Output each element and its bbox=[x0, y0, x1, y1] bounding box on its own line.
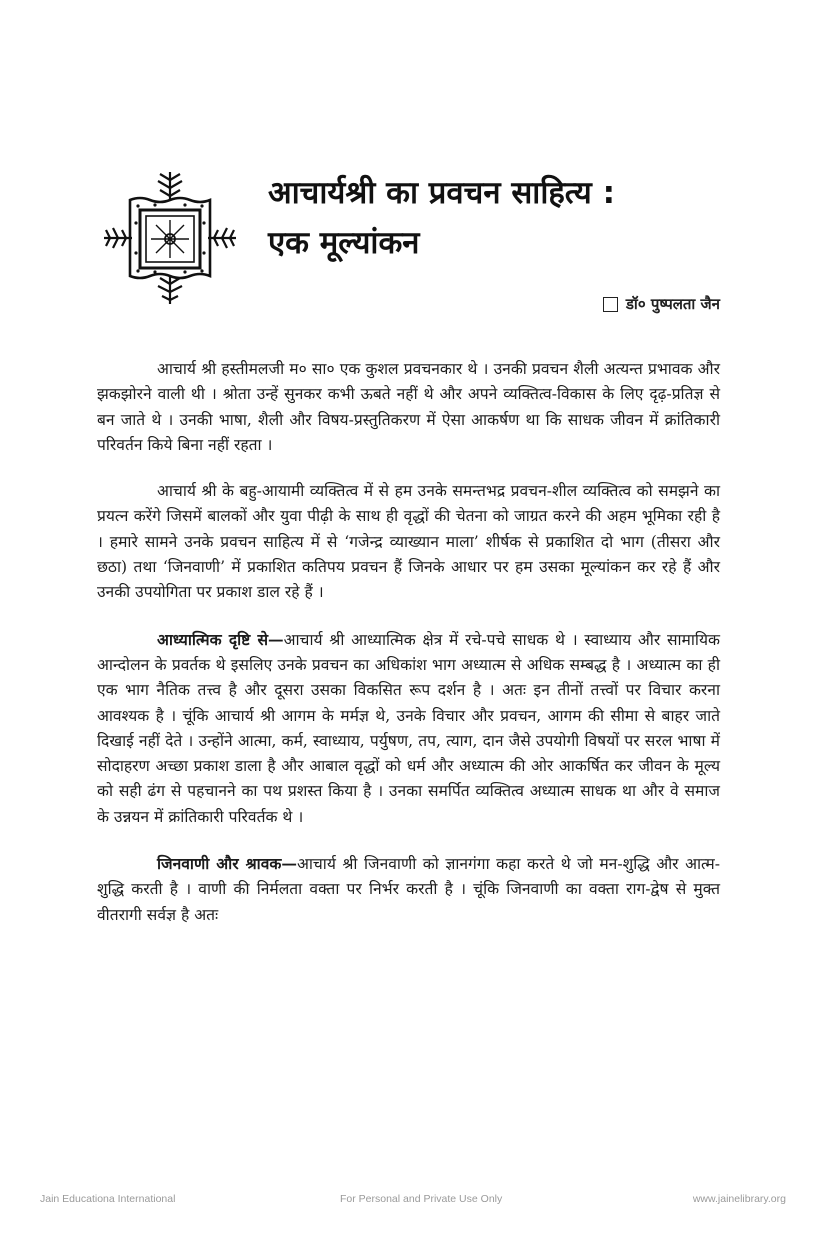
footer-usage-notice: For Personal and Private Use Only bbox=[340, 1193, 503, 1205]
square-bullet-icon bbox=[603, 297, 618, 312]
author-byline bbox=[603, 294, 720, 314]
paragraph bbox=[97, 627, 720, 830]
article-title-line-2: एक मूल्यांकन bbox=[268, 225, 420, 261]
decorative-floral-square-icon bbox=[100, 168, 240, 308]
article-body bbox=[97, 357, 720, 949]
paragraph bbox=[97, 851, 720, 928]
article-title bbox=[268, 168, 728, 268]
author-name: डॉ० पुष्पलता जैन bbox=[625, 295, 720, 313]
footer-website-link[interactable]: www.jainelibrary.org bbox=[692, 1193, 786, 1205]
paragraph-text: आचार्य श्री हस्तीमलजी म० सा० एक कुशल प्रवचनकार थे । उनकी प्रवचन शैली अत्यन्त प्रभावक और झकझोरने वाली थी । श्रोता उन्हें सुनकर कभी ऊबते नहीं थे और अपने व्यक्तित्व-विकास के लिए दृढ़-प्रतिज्ञ से बन जाते थे । उनकी भाषा, शैली और विषय-प्रस्तुतिकरण में ऐसा आकर्षण था कि साधक जीवन में क्रांतिकारी परिवर्तन किये बिना नहीं रहता । bbox=[97, 360, 720, 454]
article-title-line-1: आचार्यश्री का प्रवचन साहित्य : bbox=[268, 175, 615, 211]
footer-publisher: Jain Educationa International bbox=[40, 1193, 176, 1205]
section-heading: आध्यात्मिक दृष्टि से— bbox=[157, 629, 284, 649]
paragraph-text: आचार्य श्री जिनवाणी को ज्ञानगंगा कहा करते थे जो मन-शुद्धि और आत्म-शुद्धि करती है । वाणी की निर्मलता वक्ता पर निर्भर करती है । चूंकि जिनवाणी का वक्ता राग-द्वेष से मुक्त वीतरागी सर्वज्ञ है अतः bbox=[97, 855, 720, 924]
section-heading: जिनवाणी और श्रावक— bbox=[157, 854, 297, 874]
paragraph-text: आचार्य श्री के बहु-आयामी व्यक्तित्व में से हम उनके समन्तभद्र प्रवचन-शील व्यक्तित्व को समझने का प्रयत्न करेंगे जिसमें बालकों और युवा पीढ़ी के साथ ही वृद्धों की चेतना को जाग्रत करने की अहम भूमिका रही है । हमारे सामने उनके प्रवचन साहित्य में से ‘गजेन्द्र व्याख्यान माला’ शीर्षक से प्रकाशित दो भाग (तीसरा और छठा) तथा ‘जिनवाणी’ में प्रकाशित कतिपय प्रवचन हैं जिनके आधार पर हम उसका मूल्यांकन कर रहे हैं और उनकी उपयोगिता पर प्रकाश डाल रहे हैं । bbox=[97, 482, 720, 602]
paragraph bbox=[97, 357, 720, 458]
decorative-ornament bbox=[100, 168, 240, 308]
page-footer bbox=[0, 1193, 828, 1209]
paragraph-text: आचार्य श्री आध्यात्मिक क्षेत्र में रचे-पचे साधक थे । स्वाध्याय और सामायिक आन्दोलन के प्रवर्तक थे इसलिए उनके प्रवचन का अधिकांश भाग अध्यात्म से अधिक सम्बद्ध है । अध्यात्म का ही एक भाग नैतिक तत्त्व है और दूसरा उसका विकसित रूप दर्शन है । अतः इन तीनों तत्त्वों पर विचार करना आवश्यक है । चूंकि आचार्य श्री आगम के मर्मज्ञ थे, उनके विचार और प्रवचन, आगम की सीमा से बाहर जाते दिखाई नहीं देते । उन्होंने आत्मा, कर्म, स्वाध्याय, पर्युषण, तप, त्याग, दान जैसे उपयोगी विषयों पर सरल भाषा में सोदाहरण अच्छा प्रकाश डाला है और आबाल वृद्धों को धर्म और अध्यात्म की ओर आकर्षित कर जीवन के मूल्य को सही ढंग से पहचानने का पथ प्रशस्त किया है । उनका समर्पित व्यक्तित्व अध्यात्म साधक था और वे समाज के उन्नयन में क्रांतिकारी परिवर्तक थे । bbox=[97, 630, 720, 826]
paragraph bbox=[97, 479, 720, 605]
